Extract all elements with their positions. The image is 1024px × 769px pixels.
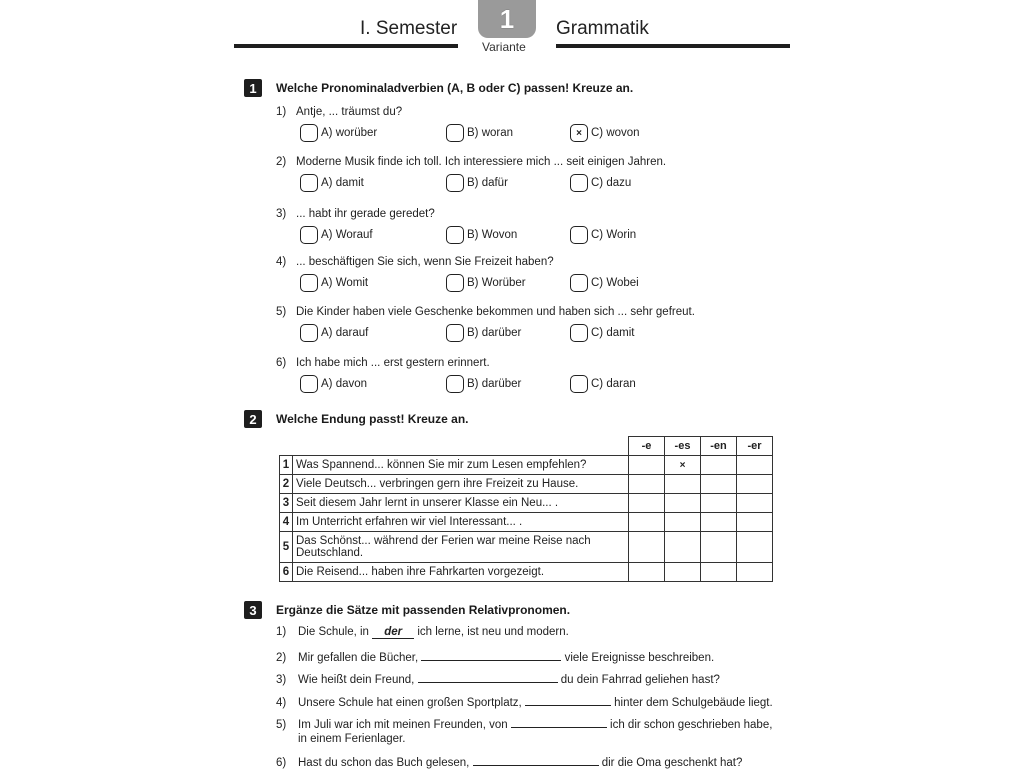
checkbox[interactable] xyxy=(446,324,464,342)
sentence-start: Die Schule, in xyxy=(298,626,373,638)
table-row xyxy=(280,475,773,494)
row-sentence: Im Unterricht erfahren wir viel Interessant... . xyxy=(293,513,629,532)
ending-cell[interactable] xyxy=(629,494,665,513)
checkbox[interactable] xyxy=(446,174,464,192)
question-2-option-c[interactable] xyxy=(570,174,631,192)
answer-blank[interactable]: der xyxy=(372,626,414,639)
checkbox[interactable] xyxy=(446,226,464,244)
question-5-option-c[interactable] xyxy=(570,324,634,342)
question-4 xyxy=(276,256,554,268)
row-number: 1 xyxy=(280,456,293,475)
checkbox[interactable]: × xyxy=(570,124,588,142)
ending-cell[interactable]: × xyxy=(665,456,701,475)
ending-header: -en xyxy=(701,437,737,456)
question-text: ... beschäftigen Sie sich, wenn Sie Freizeit haben? xyxy=(296,256,554,268)
question-3-option-b[interactable] xyxy=(446,226,517,244)
task1-number: 1 xyxy=(244,79,262,97)
option-label: B) darüber xyxy=(467,378,522,390)
table-row xyxy=(280,494,773,513)
row-sentence: Seit diesem Jahr lernt in unserer Klasse ein Neu... . xyxy=(293,494,629,513)
row-number: 3 xyxy=(280,494,293,513)
question-4-option-b[interactable] xyxy=(446,274,526,292)
table-row xyxy=(280,456,773,475)
sentence-2 xyxy=(276,649,714,664)
row-number: 2 xyxy=(280,475,293,494)
question-text: Antje, ... träumst du? xyxy=(296,106,403,118)
option-label: B) woran xyxy=(467,127,514,139)
ending-cell[interactable] xyxy=(737,456,773,475)
option-label: A) Worauf xyxy=(321,229,373,241)
checkbox[interactable] xyxy=(446,375,464,393)
question-4-option-a[interactable] xyxy=(300,274,368,292)
sentence-start: Mir gefallen die Bücher, xyxy=(298,652,422,664)
semester-title: I. Semester xyxy=(360,18,458,39)
checkbox[interactable] xyxy=(300,375,318,393)
question-number: 4) xyxy=(276,256,287,268)
answer-blank[interactable] xyxy=(418,671,558,683)
sentence-start: Unsere Schule hat einen großen Sportplatz, xyxy=(298,697,525,709)
option-label: A) darauf xyxy=(321,327,369,339)
question-text: ... habt ihr gerade geredet? xyxy=(296,208,435,220)
question-5-option-b[interactable] xyxy=(446,324,521,342)
question-1-option-b[interactable] xyxy=(446,124,513,142)
question-2 xyxy=(276,156,666,168)
answer-blank[interactable] xyxy=(511,716,607,728)
ending-cell[interactable] xyxy=(629,513,665,532)
ending-cell[interactable] xyxy=(701,563,737,582)
question-5 xyxy=(276,306,695,318)
checkbox[interactable] xyxy=(300,124,318,142)
ending-cell[interactable] xyxy=(701,513,737,532)
question-number: 2) xyxy=(276,156,287,168)
variant-label: Variante xyxy=(482,40,526,54)
checkbox[interactable] xyxy=(570,226,588,244)
sentence-start: Wie heißt dein Freund, xyxy=(298,674,418,686)
row-sentence: Das Schönst... während der Ferien war meine Reise nach Deutschland. xyxy=(293,532,629,563)
ending-header: -es xyxy=(665,437,701,456)
answer-blank[interactable] xyxy=(525,694,611,706)
sentence-number: 1) xyxy=(276,626,287,638)
ending-cell[interactable] xyxy=(665,513,701,532)
question-2-option-b[interactable] xyxy=(446,174,508,192)
checkbox[interactable] xyxy=(446,124,464,142)
checkbox[interactable] xyxy=(570,324,588,342)
variant-number-badge: 1 xyxy=(478,0,536,38)
row-sentence: Viele Deutsch... verbringen gern ihre Freizeit zu Hause. xyxy=(293,475,629,494)
ending-cell[interactable] xyxy=(665,563,701,582)
question-number: 6) xyxy=(276,357,287,369)
question-text: Moderne Musik finde ich toll. Ich interessiere mich ... seit einigen Jahren. xyxy=(296,156,667,168)
question-number: 3) xyxy=(276,208,287,220)
ending-cell[interactable] xyxy=(629,456,665,475)
sentence-5 xyxy=(276,716,772,745)
task3-number: 3 xyxy=(244,601,262,619)
ending-cell[interactable] xyxy=(701,532,737,563)
option-label: A) davon xyxy=(321,378,368,390)
question-6-option-c[interactable] xyxy=(570,375,636,393)
task1-title: Welche Pronominaladverbien (A, B oder C) passen! Kreuze an. xyxy=(276,81,634,95)
question-3 xyxy=(276,208,435,220)
sentence-number: 5) xyxy=(276,719,287,731)
question-6 xyxy=(276,357,490,369)
ending-cell[interactable] xyxy=(629,532,665,563)
ending-cell[interactable] xyxy=(701,456,737,475)
header-rule-left xyxy=(234,44,458,48)
ending-cell[interactable] xyxy=(665,475,701,494)
option-label: C) daran xyxy=(591,378,636,390)
sentence-end: du dein Fahrrad geliehen hast? xyxy=(557,674,720,686)
row-number: 4 xyxy=(280,513,293,532)
checkbox[interactable] xyxy=(446,274,464,292)
sentence-start: Im Juli war ich mit meinen Freunden, von xyxy=(298,719,511,731)
task2-number: 2 xyxy=(244,410,262,428)
ending-cell[interactable] xyxy=(737,532,773,563)
option-label: C) dazu xyxy=(591,177,632,189)
ending-cell[interactable] xyxy=(737,563,773,582)
row-number: 6 xyxy=(280,563,293,582)
table-corner xyxy=(280,437,629,456)
checkbox[interactable] xyxy=(300,174,318,192)
question-1-option-c[interactable] xyxy=(570,124,640,142)
checkbox[interactable] xyxy=(300,274,318,292)
sentence-1 xyxy=(276,626,569,639)
sentence-number: 4) xyxy=(276,697,287,709)
option-label: A) worüber xyxy=(321,127,378,139)
task3-title: Ergänze die Sätze mit passenden Relativpronomen. xyxy=(276,603,571,617)
question-1 xyxy=(276,106,402,118)
row-sentence: Was Spannend... können Sie mir zum Lesen empfehlen? xyxy=(293,456,629,475)
checkbox[interactable] xyxy=(570,375,588,393)
sentence-6 xyxy=(276,754,742,769)
question-2-option-a[interactable] xyxy=(300,174,364,192)
option-label: C) damit xyxy=(591,327,635,339)
sentence-number: 6) xyxy=(276,757,287,769)
ending-header: -e xyxy=(629,437,665,456)
sentence-3 xyxy=(276,671,720,686)
ending-cell[interactable] xyxy=(701,494,737,513)
sentence-4 xyxy=(276,694,773,709)
sentence-end: ich lerne, ist neu und modern. xyxy=(414,626,569,638)
row-number: 5 xyxy=(280,532,293,563)
checkbox[interactable] xyxy=(570,274,588,292)
checkbox[interactable] xyxy=(300,226,318,244)
sentence-end: viele Ereignisse beschreiben. xyxy=(561,652,715,664)
question-1-option-a[interactable] xyxy=(300,124,377,142)
ending-cell[interactable] xyxy=(665,532,701,563)
ending-cell[interactable] xyxy=(737,513,773,532)
question-3-option-a[interactable] xyxy=(300,226,373,244)
sentence-number: 2) xyxy=(276,652,287,664)
question-number: 5) xyxy=(276,306,287,318)
table-row xyxy=(280,563,773,582)
ending-cell[interactable] xyxy=(629,475,665,494)
question-4-option-c[interactable] xyxy=(570,274,639,292)
ending-header: -er xyxy=(737,437,773,456)
sentence-end: hinter dem Schulgebäude liegt. xyxy=(610,697,773,709)
option-label: C) Worin xyxy=(591,229,637,241)
question-6-option-b[interactable] xyxy=(446,375,521,393)
option-label: A) Womit xyxy=(321,277,369,289)
option-label: B) dafür xyxy=(467,177,508,189)
ending-cell[interactable] xyxy=(701,475,737,494)
ending-cell[interactable] xyxy=(737,475,773,494)
option-label: C) Wobei xyxy=(591,277,639,289)
question-6-option-a[interactable] xyxy=(300,375,367,393)
sentence-number: 3) xyxy=(276,674,287,686)
checkbox[interactable] xyxy=(570,174,588,192)
answer-blank[interactable] xyxy=(473,754,599,766)
question-number: 1) xyxy=(276,106,287,118)
question-text: Ich habe mich ... erst gestern erinnert. xyxy=(296,357,490,369)
answer-blank[interactable] xyxy=(421,649,561,661)
question-5-option-a[interactable] xyxy=(300,324,368,342)
endings-table xyxy=(279,436,773,582)
option-label: B) Wovon xyxy=(467,229,518,241)
ending-cell[interactable] xyxy=(665,494,701,513)
header-rule-right xyxy=(556,44,790,48)
checkbox[interactable] xyxy=(300,324,318,342)
sentence-continuation: in einem Ferienlager. xyxy=(298,733,406,745)
table-row xyxy=(280,532,773,563)
subject-title: Grammatik xyxy=(556,18,649,39)
ending-cell[interactable] xyxy=(629,563,665,582)
question-3-option-c[interactable] xyxy=(570,226,636,244)
sentence-start: Hast du schon das Buch gelesen, xyxy=(298,757,473,769)
sentence-end: dir die Oma geschenkt hat? xyxy=(598,757,743,769)
question-text: Die Kinder haben viele Geschenke bekommen und haben sich ... sehr gefreut. xyxy=(296,306,695,318)
sentence-end: ich dir schon geschrieben habe, xyxy=(606,719,773,731)
option-label: B) darüber xyxy=(467,327,522,339)
option-label: B) Worüber xyxy=(467,277,526,289)
option-label: C) wovon xyxy=(591,127,640,139)
task2-title: Welche Endung passt! Kreuze an. xyxy=(276,412,469,426)
table-row xyxy=(280,513,773,532)
ending-cell[interactable] xyxy=(737,494,773,513)
row-sentence: Die Reisend... haben ihre Fahrkarten vorgezeigt. xyxy=(293,563,629,582)
option-label: A) damit xyxy=(321,177,364,189)
